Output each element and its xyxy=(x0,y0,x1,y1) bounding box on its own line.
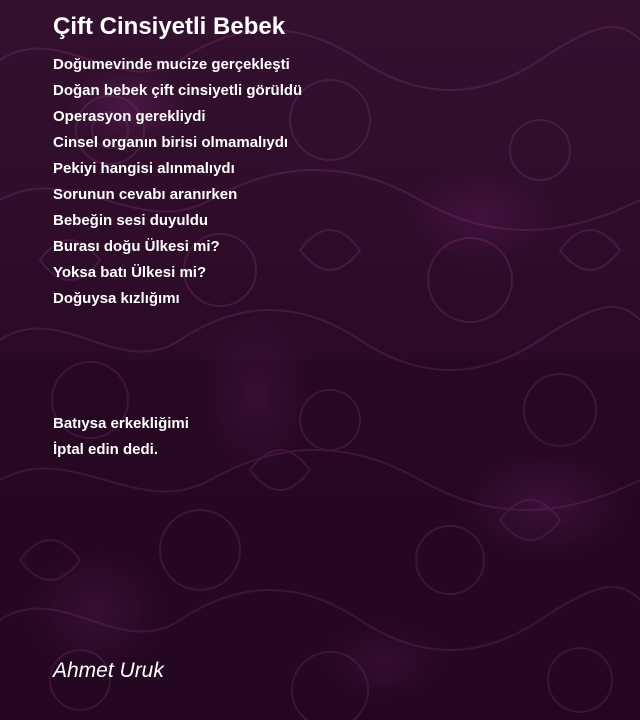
poem-stanza-2 xyxy=(53,411,189,463)
poem-line: Batıysa erkekliğimi xyxy=(53,415,189,432)
poem-line: Cinsel organın birisi olmamalıydı xyxy=(53,134,289,151)
poem-line: Sorunun cevabı aranırken xyxy=(53,186,238,203)
poem-title: Çift Cinsiyetli Bebek xyxy=(53,13,286,40)
poem-stanza-1 xyxy=(53,52,302,312)
poem-line: Doğumevinde mucize gerçekleşti xyxy=(53,56,290,73)
poem-line: Yoksa batı Ülkesi mi? xyxy=(53,264,207,281)
poem-line: Pekiyi hangisi alınmalıydı xyxy=(53,160,235,177)
poem-line: Bebeğin sesi duyuldu xyxy=(53,212,209,229)
poem-line: Doğuysa kızlığımı xyxy=(53,290,180,307)
poem-line: Operasyon gerekliydi xyxy=(53,108,206,125)
poem-line: İptal edin dedi. xyxy=(53,441,159,458)
poem-line: Doğan bebek çift cinsiyetli görüldü xyxy=(53,82,303,99)
poem-author: Ahmet Uruk xyxy=(53,659,164,682)
poem-line: Burası doğu Ülkesi mi? xyxy=(53,238,220,255)
